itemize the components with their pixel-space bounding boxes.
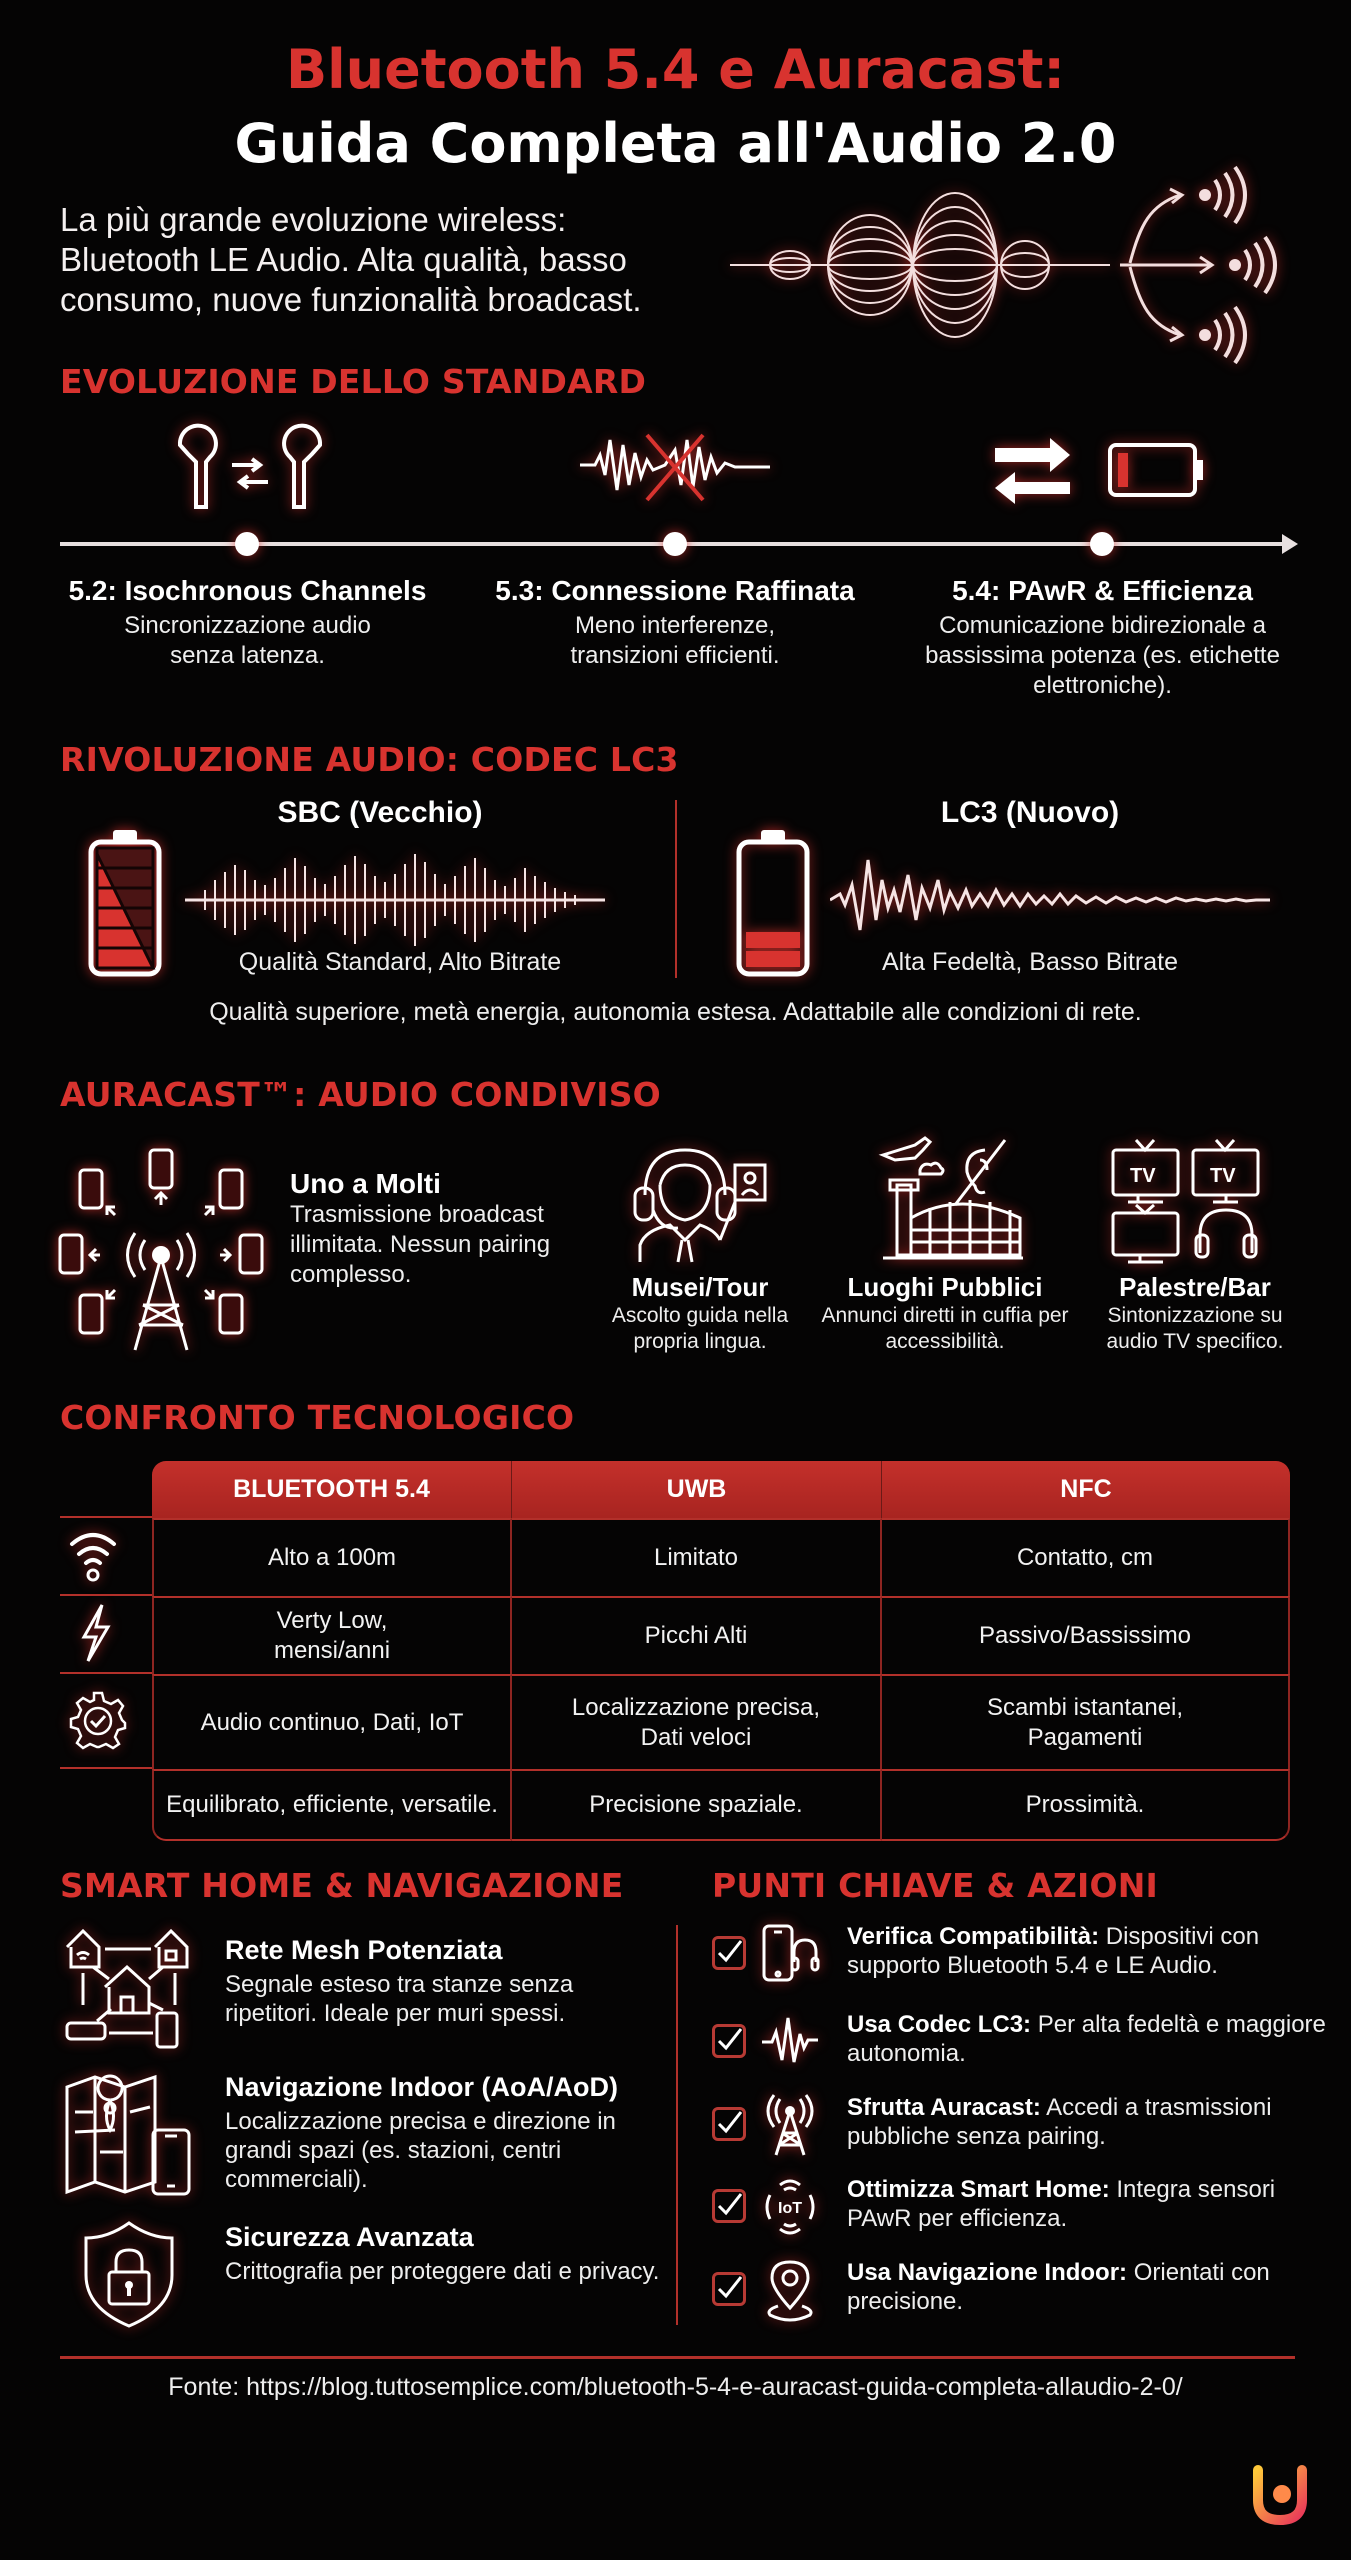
smart-home-item-mesh (225, 1935, 665, 2028)
table-cell: Audio continuo, Dati, IoT (152, 1674, 512, 1769)
key-point-indoor-navigation (712, 2258, 1332, 2328)
codec-summary-note: Qualità superiore, metà energia, autonomia estesa. Adattabile alle condizioni di rete. (209, 998, 1142, 1026)
codec-divider (675, 800, 677, 978)
codec-new-name: LC3 (Nuovo) (940, 796, 1120, 829)
svg-text:TV: TV (1210, 1165, 1236, 1187)
smart-home-item-title: Sicurezza Avanzata (225, 2222, 474, 2252)
mesh-network-houses-icon (65, 1925, 195, 2050)
table-cell: Contatto, cm (882, 1518, 1290, 1596)
sbc-dense-waveform-icon (185, 850, 605, 950)
column-header-nfc: NFC (882, 1461, 1290, 1518)
table-row-range (152, 1518, 1290, 1596)
key-point-desc: Accedi a trasmissioni pubbliche senza pairing. (847, 2094, 1272, 2150)
section-title-evolution: EVOLUZIONE DELLO STANDARD (60, 362, 647, 401)
lightning-power-icon (78, 1603, 113, 1663)
tv-headphones-icon (1108, 1135, 1268, 1265)
use-case-public-places (815, 1268, 1075, 1355)
timeline-dot-5-2 (235, 532, 259, 556)
location-pin-icon (760, 2258, 820, 2322)
section-title-comparison: CONFRONTO TECNOLOGICO (60, 1398, 575, 1437)
smart-home-item-title: Navigazione Indoor (AoA/AoD) (225, 2072, 618, 2102)
shield-lock-icon (82, 2220, 177, 2330)
table-cell: Alto a 100m (152, 1518, 512, 1596)
timeline-dot-5-3 (663, 532, 687, 556)
use-case-title: Luoghi Pubblici (847, 1272, 1043, 1302)
milestone-5-3 (475, 575, 875, 671)
table-cell: Passivo/Bassissimo (882, 1596, 1290, 1674)
use-case-museums (585, 1268, 815, 1355)
svg-text:TV: TV (1130, 1165, 1156, 1187)
key-point-text (847, 2010, 1337, 2068)
table-left-rule (60, 1594, 152, 1596)
broadcast-wave-icon (720, 165, 1300, 365)
audio-waveform-icon (760, 2010, 820, 2074)
milestone-title: 5.2: Isochronous Channels (68, 575, 427, 606)
key-point-desc: Orientati con precisione. (847, 2259, 1270, 2315)
table-row-use (152, 1674, 1290, 1769)
table-left-rule (60, 1767, 152, 1769)
wifi-range-icon (68, 1528, 118, 1583)
key-point-text (847, 2175, 1337, 2233)
checkbox-icon (712, 2107, 746, 2141)
milestone-desc: Meno interferenze, transizioni efficienti. (570, 612, 780, 669)
title-line-2: Guida Completa all'Audio 2.0 (234, 112, 1117, 175)
table-cell: Limitato (512, 1518, 882, 1596)
milestone-5-2 (50, 575, 445, 671)
key-point-text (847, 2093, 1337, 2151)
indoor-map-phone-icon (65, 2072, 195, 2197)
milestone-title: 5.3: Connessione Raffinata (495, 575, 855, 606)
key-point-label: Ottimizza Smart Home: (847, 2176, 1110, 2203)
earbuds-sync-icon (160, 420, 340, 520)
use-case-desc: Sintonizzazione su audio TV specifico. (1106, 1304, 1284, 1353)
use-case-title: Musei/Tour (631, 1272, 769, 1302)
codec-old-caption: Qualità Standard, Alto Bitrate (238, 948, 562, 976)
smart-home-item-desc: Crittografia per proteggere dati e privacy. (225, 2258, 660, 2285)
broadcast-tower-icon (760, 2093, 820, 2157)
milestone-5-4 (910, 575, 1295, 701)
codec-new-caption: Alta Fedeltà, Basso Bitrate (882, 948, 1178, 976)
key-point-desc: Integra sensori PAwR per efficienza. (847, 2176, 1276, 2232)
key-point-label: Verifica Compatibilità: (847, 1923, 1100, 1950)
intro-text: La più grande evoluzione wireless: Bluetooth LE Audio. Alta qualità, basso consumo, nuove funzionalità broadcast. (60, 201, 642, 318)
table-cell: Verty Low, mensi/anni (152, 1596, 512, 1674)
codec-old-name: SBC (Vecchio) (277, 796, 483, 829)
key-point-auracast (712, 2093, 1332, 2163)
use-case-desc: Annunci diretti in cuffia per accessibilità. (821, 1304, 1069, 1353)
key-point-lc3 (712, 2010, 1332, 2080)
auracast-main-desc: Trasmissione broadcast illimitata. Nessun pairing complesso. (290, 1201, 551, 1288)
use-case-gyms-bars (1080, 1268, 1310, 1355)
title-line-1: Bluetooth 5.4 e Auracast: (286, 38, 1065, 101)
column-header-uwb: UWB (512, 1461, 882, 1518)
key-point-label: Sfrutta Auracast: (847, 2094, 1041, 2121)
table-left-rule (60, 1672, 152, 1674)
iot-signal-icon (760, 2175, 820, 2239)
checkbox-icon (712, 1936, 746, 1970)
key-point-smart-home (712, 2175, 1332, 2245)
key-point-desc: Dispositivi con supporto Bluetooth 5.4 e LE Audio. (847, 1923, 1260, 1979)
section-title-auracast: AURACAST™: AUDIO CONDIVISO (60, 1075, 661, 1114)
table-cell: Precisione spaziale. (512, 1769, 882, 1841)
tour-guide-headset-icon (620, 1140, 780, 1265)
interference-crossed-wave-icon (575, 425, 775, 505)
phone-headphones-icon (760, 1922, 820, 1986)
timeline-arrowhead (1282, 534, 1298, 554)
column-header-bluetooth: BLUETOOTH 5.4 (152, 1461, 512, 1518)
comparison-table (152, 1461, 1290, 1841)
lc3-clean-waveform-icon (830, 850, 1270, 950)
brand-logo-icon (1250, 2462, 1310, 2527)
milestone-desc: Sincronizzazione audio senza latenza. (124, 612, 371, 669)
key-point-compatibility (712, 1922, 1332, 1992)
table-header-row (152, 1461, 1290, 1518)
section-title-smart-home: SMART HOME & NAVIGAZIONE (60, 1866, 624, 1905)
auracast-main-title: Uno a Molti (290, 1168, 441, 1199)
table-row-power (152, 1596, 1290, 1674)
key-point-label: Usa Navigazione Indoor: (847, 2259, 1128, 2286)
svg-text:IoT: IoT (778, 2200, 802, 2217)
milestone-desc: Comunicazione bidirezionale a bassissima potenza (es. etichette elettroniche). (925, 612, 1280, 699)
airport-accessibility-icon (875, 1130, 1025, 1265)
milestone-title: 5.4: PAwR & Efficienza (952, 575, 1253, 606)
key-point-text (847, 2258, 1337, 2316)
source-link[interactable]: Fonte: https://blog.tuttosemplice.com/bluetooth-5-4-e-auracast-guida-completa-allaudio-2-0/ (168, 2373, 1183, 2401)
gear-check-icon (68, 1690, 128, 1750)
battery-high-drain-icon (85, 828, 165, 978)
checkbox-icon (712, 2024, 746, 2058)
smart-home-item-navigation (225, 2072, 665, 2194)
checkbox-icon (712, 2272, 746, 2306)
smart-home-item-desc: Segnale esteso tra stanze senza ripetitori. Ideale per muri spessi. (225, 1971, 574, 2027)
table-cell: Prossimità. (882, 1769, 1290, 1841)
smart-home-item-title: Rete Mesh Potenziata (225, 1935, 503, 1965)
battery-low-drain-icon (733, 828, 813, 978)
smart-home-item-security (225, 2222, 665, 2286)
table-row-summary (152, 1769, 1290, 1841)
use-case-desc: Ascolto guida nella propria lingua. (611, 1304, 789, 1353)
timeline-dot-5-4 (1090, 532, 1114, 556)
broadcast-tower-phones-icon (55, 1145, 270, 1355)
use-case-title: Palestre/Bar (1119, 1272, 1271, 1302)
key-point-label: Usa Codec LC3: (847, 2011, 1032, 2038)
section-title-key-points: PUNTI CHIAVE & AZIONI (712, 1866, 1159, 1905)
section-title-codec: RIVOLUZIONE AUDIO: CODEC LC3 (60, 740, 679, 779)
auracast-main (290, 1168, 560, 1290)
bidirectional-low-battery-icon (990, 430, 1220, 510)
section-divider-vertical (676, 1925, 678, 2325)
smart-home-item-desc: Localizzazione precisa e direzione in grandi spazi (es. stazioni, centri commerciali). (225, 2108, 616, 2193)
checkbox-icon (712, 2189, 746, 2223)
table-cell: Picchi Alti (512, 1596, 882, 1674)
footer-divider (60, 2356, 1295, 2359)
key-point-text (847, 1922, 1337, 1980)
table-cell: Equilibrato, efficiente, versatile. (152, 1769, 512, 1841)
table-left-rule (60, 1516, 152, 1518)
table-cell: Localizzazione precisa, Dati veloci (512, 1674, 882, 1769)
table-cell: Scambi istantanei, Pagamenti (882, 1674, 1290, 1769)
key-point-desc: Per alta fedeltà e maggiore autonomia. (847, 2011, 1326, 2067)
